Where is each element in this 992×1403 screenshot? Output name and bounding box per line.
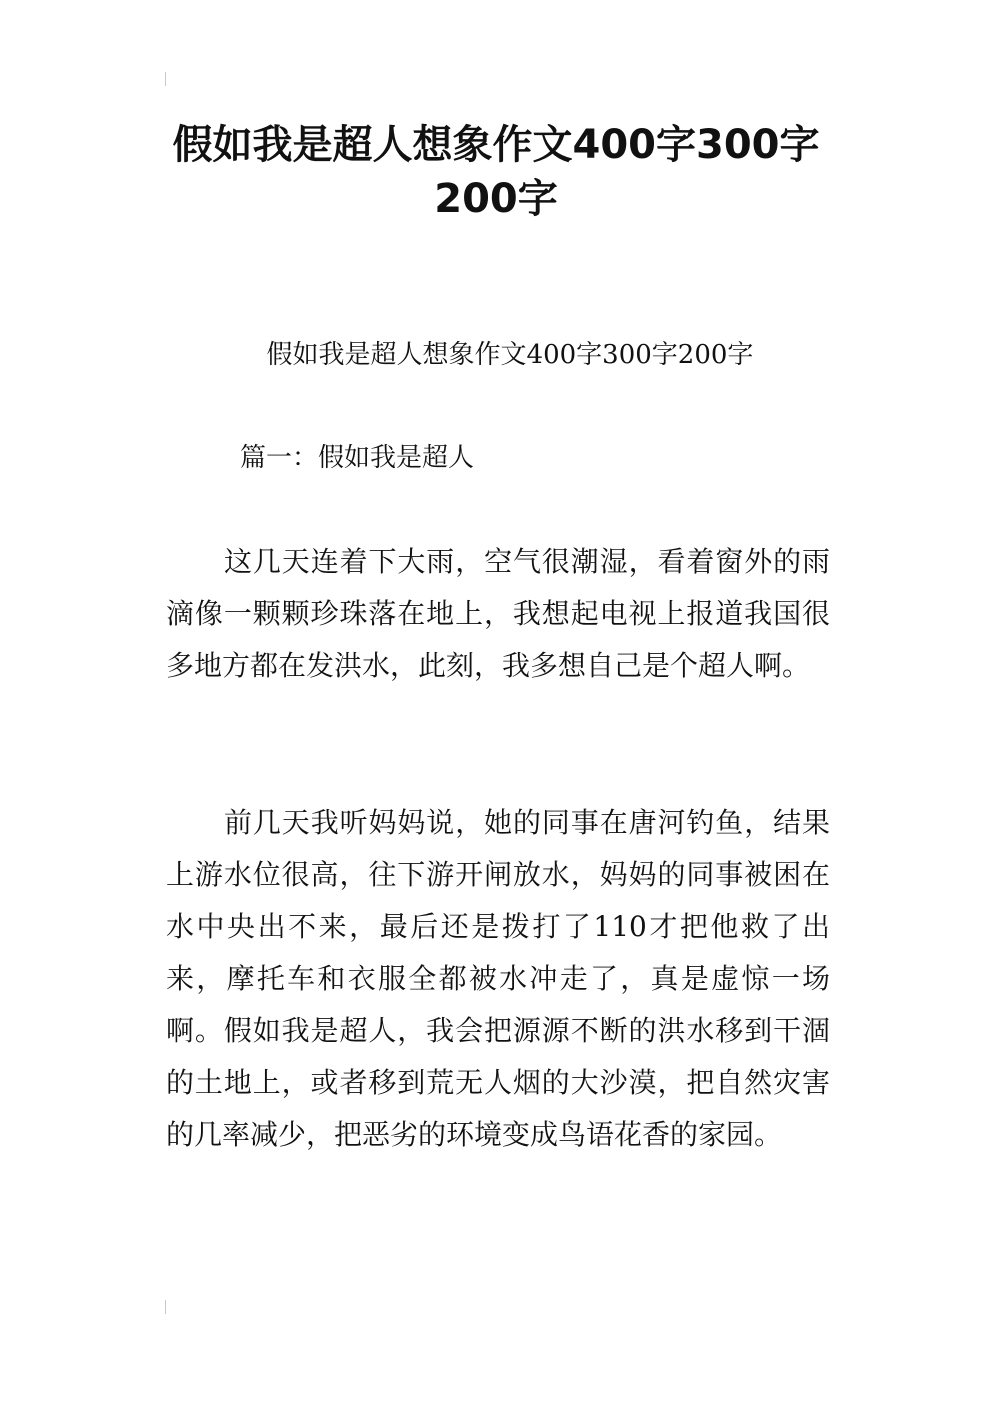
crop-mark-bottom — [165, 1300, 166, 1314]
paragraph-1: 这几天连着下大雨，空气很潮湿，看着窗外的雨滴像一颗颗珍珠落在地上，我想起电视上报道我国很多地方都在发洪水，此刻，我多想自己是个超人啊。 — [166, 545, 830, 682]
section-heading: 篇一：假如我是超人 — [240, 443, 475, 473]
crop-mark-top — [165, 72, 166, 86]
document-title: 假如我是超人想象作文400字300字200字 — [172, 122, 820, 222]
document-subtitle: 假如我是超人想象作文400字300字200字 — [266, 340, 754, 370]
paragraph-2: 前几天我听妈妈说，她的同事在唐河钓鱼，结果上游水位很高，往下游开闸放水，妈妈的同事被困在水中央出不来，最后还是拨打了110才把他救了出来，摩托车和衣服全都被水冲走了，真是虚惊一场啊。假如我是超人，我会把源源不断的洪水移到干涸的土地上，或者移到荒无人烟的大沙漠，把自然灾害的几率减少，把恶劣的环境变成鸟语花香的家园。 — [166, 806, 830, 1151]
